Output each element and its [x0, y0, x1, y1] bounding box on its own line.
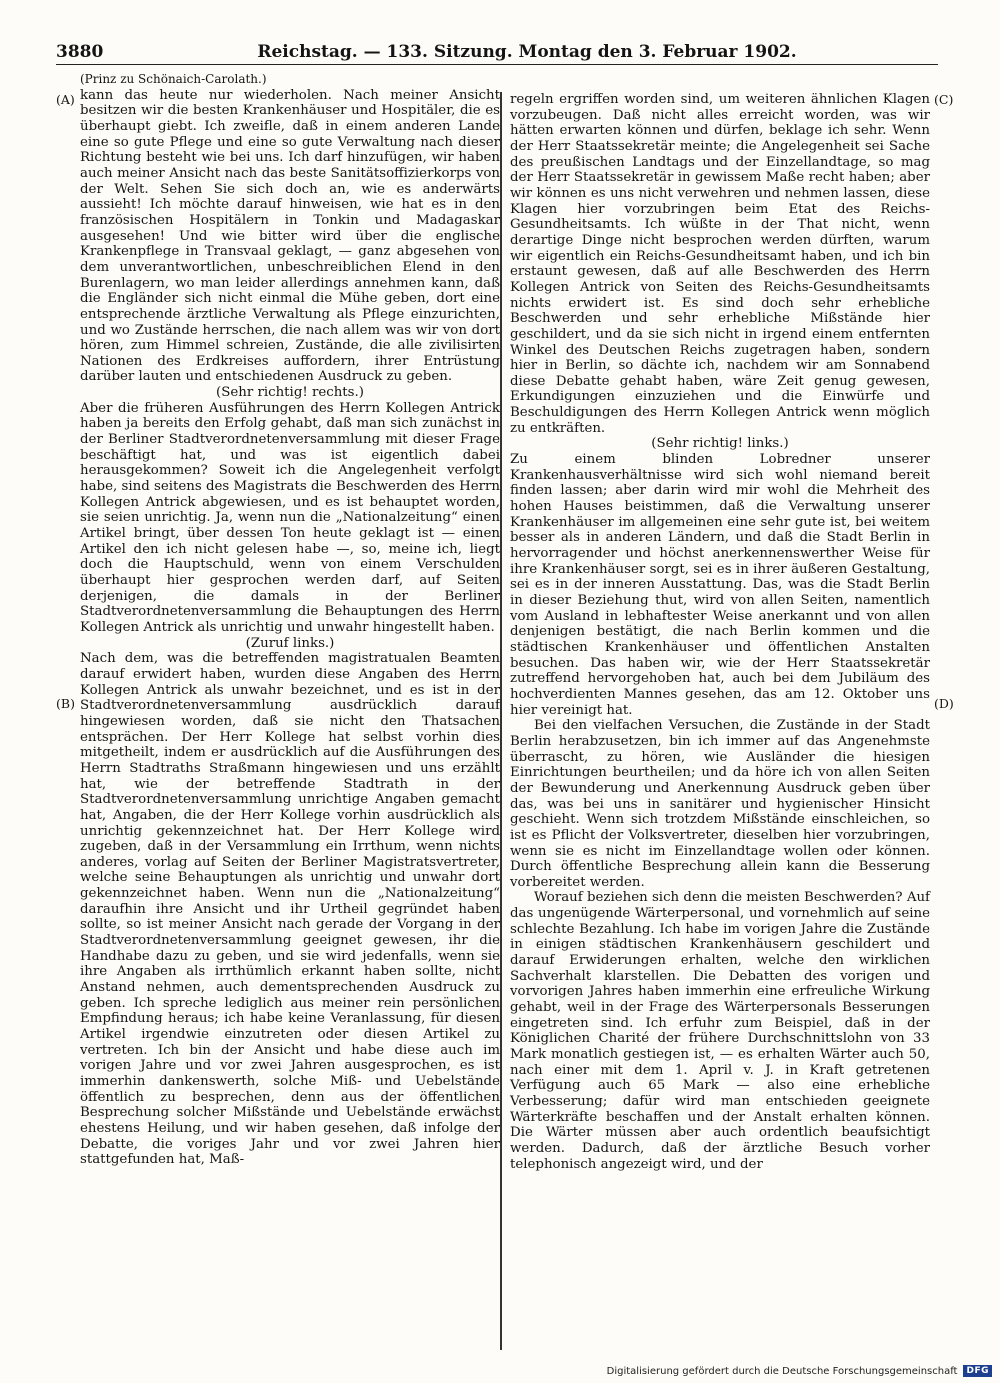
paragraph: Nach dem, was die betreffenden magistratualen Beamten darauf erwidert haben, wurden diese Angaben des Herrn Kollegen Antrick als unwahr bezeichnet, und es ist in der Stadtverordnetenversammlung ausdrücklich darauf hingewiesen worden, daß sie nicht den Thatsachen entsprächen. Der Herr Kollege hat selbst vorhin dies mitgetheilt, indem er ausdrücklich auf die Ausführungen des Herrn Stadtraths Straßmann hingewiesen und uns erzählt hat, wie der betreffende Stadtrath in der Stadtverordnetenversammlung unrichtige Angaben gemacht hat, Angaben, die der Herr Kollege vorhin ausdrücklich als unrichtig gekennzeichnet hat. Der Herr Kollege wird zugeben, daß in der Versammlung ein Irrthum, wenn nichts anderes, vorlag auf Seiten der Berliner Magistratsvertreter, welche seine Behauptungen als unrichtig und unwahr dort gekennzeichnet haben. Wenn nun die „Nationalzeitung“ daraufhin ihre Ansicht und ihr Urtheil gegründet haben sollte, so ist meiner Ansicht nach gerade der Vorgang in der Stadtverordnetenversammlung geeignet gewesen, ihr die Handhabe dazu zu geben, und sie wird jedenfalls, wenn sie ihre Angaben als irrthümlich erkannt haben sollte, nicht Anstand nehmen, auch dementsprechenden Ausdruck zu geben. Ich spreche lediglich aus meiner rein persönlichen Empfindung heraus; ich habe keine Veranlassung, für diesen Artikel irgendwie einzutreten oder diesen Artikel zu vertreten. Ich bin der Ansicht und habe diese auch im vorigen Jahre und vor zwei Jahren ausgesprochen, es ist immerhin dankenswerth, solche Miß- und Uebelstände öffentlich zu besprechen, denn aus der öffentlichen Besprechung solcher Mißstände und Uebelstände erwächst ehestens Heilung, und wir haben gesehen, daß infolge der Debatte, die voriges Jahr und vor zwei Jahren hier stattgefunden hat, Maß-: [80, 651, 500, 1168]
left-column: [80, 72, 500, 1168]
interjection: (Zuruf links.): [245, 635, 335, 651]
margin-marker-a: (A): [56, 92, 75, 107]
interjection: (Sehr richtig! links.): [651, 436, 789, 452]
dfg-logo: DFG: [963, 1365, 992, 1377]
margin-marker-d: (D): [934, 696, 954, 711]
paragraph: kann das heute nur wiederholen. Nach meiner Ansicht besitzen wir die besten Krankenhäuser und Hospitäler, die es überhaupt giebt. Ich zweifle, daß in einem anderen Lande eine so gute Pflege und eine so gute Verwaltung nach dieser Richtung besteht wie bei uns. Ich darf hinzufügen, wir haben auch meiner Ansicht nach das beste Sanitätsoffizierkorps von der Welt. Sehen Sie sich doch an, wie es anderwärts aussieht! Ich möchte darauf hinweisen, wie hat es in den französischen Hospitälern in Tonkin und Madagaskar ausgesehen! Und wie bitter wird über die englische Krankenpflege in Transvaal geklagt, — ganz abgesehen von dem unverantwortlichen, unbeschreiblichen Elend in den Burenlagern, wo man leider allerdings annehmen kann, daß die Engländer sich nicht einmal die Mühe geben, dort eine entsprechende ärztliche Verwaltung als Pflege einzurichten, und wo Zustände herrschen, die nach allem was wir von dort hören, zum Himmel schreien, Zustände, die alle zivilisirten Nationen des Erdkreises auffordern, ihrer Entrüstung darüber lauten und entschiedenen Ausdruck zu geben.: [80, 87, 500, 385]
right-column: [510, 92, 930, 1172]
column-divider: [500, 92, 502, 1350]
speaker-label: (Prinz zu Schönaich-Carolath.): [80, 72, 267, 86]
page-number: 3880: [56, 42, 104, 62]
interjection: (Sehr richtig! rechts.): [216, 385, 364, 401]
footer: [607, 1365, 992, 1377]
paragraph: Bei den vielfachen Versuchen, die Zustände in der Stadt Berlin herabzusetzen, bin ich immer auf das Angenehmste überrascht, zu hören, wie Ausländer die hiesigen Einrichtungen beurtheilen; und da höre ich von allen Seiten der Bewunderung und Anerkennung Ausdruck geben über das, was bei uns in sanitärer und hygienischer Hinsicht geschieht. Wenn sich trotzdem Mißstände einschleichen, so ist es Pflicht der Volksvertreter, dieselben hier vorzubringen, wenn sie es nicht im Einzellandtage wollen oder können. Durch öffentliche Besprechung allein kann die Besserung vorbereitet werden.: [510, 718, 930, 890]
margin-marker-c: (C): [934, 92, 954, 107]
page-header: [56, 40, 938, 65]
paragraph: Aber die früheren Ausführungen des Herrn Kollegen Antrick haben ja bereits den Erfolg gehabt, daß man sich zunächst in der Berliner Stadtverordnetenversammlung mit dieser Frage beschäftigt hat, und was ist eigentlich dabei herausgekommen? Soweit ich die Angelegenheit verfolgt habe, sind seitens des Magistrats die Beschwerden des Herrn Kollegen Antrick abgewiesen, und es ist behauptet worden, sie seien unrichtig. Ja, wenn nun die „Nationalzeitung“ einen Artikel bringt, über dessen Ton heute geklagt ist — einen Artikel den ich nicht gelesen habe —, so, meine ich, liegt doch die Hauptschuld, wenn von einem Verschulden überhaupt hier gesprochen werden darf, auf Seiten derjenigen, die damals in der Berliner Stadtverordnetenversammlung die Behauptungen des Herrn Kollegen Antrick als unrichtig und unwahr hingestellt haben.: [80, 400, 500, 635]
paragraph: Zu einem blinden Lobredner unserer Krankenhausverhältnisse wird sich wohl niemand bereit finden lassen; aber darin wird mir wohl die Mehrheit des hohen Hauses beistimmen, daß die Verwaltung unserer Krankenhäuser im allgemeinen eine sehr gute ist, bei weitem besser als in anderen Ländern, und daß die Stadt Berlin in hervorragender und höchst anerkennenswerther Weise für ihre Krankenhäuser sorgt, sei es in ihrer äußeren Gestaltung, sei es in der inneren Ausstattung. Das, was die Stadt Berlin in dieser Beziehung thut, wird von allen Seiten, namentlich vom Ausland in lebhaftester Weise anerkannt und von allen denjenigen bestätigt, die nach Berlin kommen und die städtischen Krankenhäuser und öffentlichen Anstalten besuchen. Das haben wir, wie der Herr Staatssekretär zutreffend hervorgehoben hat, auch bei dem Jubiläum des hochverdienten Mannes gesehen, das am 12. Oktober uns hier vereinigt hat.: [510, 452, 930, 718]
footer-credit: Digitalisierung gefördert durch die Deutsche Forschungsgemeinschaft: [606, 1365, 958, 1377]
margin-marker-b: (B): [56, 696, 75, 711]
page-title: Reichstag. — 133. Sitzung. Montag den 3. Februar 1902.: [257, 42, 797, 62]
paragraph: Worauf beziehen sich denn die meisten Beschwerden? Auf das ungenügende Wärterpersonal, und vornehmlich auf seine schlechte Bezahlung. Ich habe im vorigen Jahre die Zustände in einigen städtischen Krankenhäusern geschildert und darauf Erwiderungen erhalten, welche den wirklichen Sachverhalt klarstellen. Die Debatten des vorigen und vorvorigen Jahres haben immerhin eine erfreuliche Wirkung gehabt, weil in der Frage des Wärterpersonals Besserungen eingetreten sind. Ich erfuhr zum Beispiel, daß in der Königlichen Charité der frühere Durchschnittslohn von 33 Mark monatlich gestiegen ist, — es erhalten Wärter auch 50, nach einer mit dem 1. April v. J. in Kraft getretenen Verfügung auch 65 Mark — also eine erhebliche Verbesserung; dafür wird man entschieden geeignete Wärterkräfte beschaffen und der Anstalt erhalten können. Die Wärter müssen aber auch ordentlich beaufsichtigt werden. Dadurch, daß der ärztliche Besuch vorher telephonisch angezeigt wird, und der: [510, 890, 930, 1172]
paragraph: regeln ergriffen worden sind, um weiteren ähnlichen Klagen vorzubeugen. Daß nicht alles erreicht worden, was wir hätten erwarten können und dürfen, beklage ich sehr. Wenn der Herr Staatssekretär meinte; die Angelegenheit sei Sache des preußischen Landtags und der Einzellandtage, so mag der Herr Staatssekretär in gewissem Maße recht haben; aber wir können es uns nicht verwehren und nehmen lassen, diese Klagen hier vorzubringen beim Etat des Reichs-Gesundheitsamts. Ich wüßte in der That nicht, wenn derartige Dinge nicht besprochen werden dürften, warum wir eigentlich ein Reichs-Gesundheitsamt haben, und ich bin erstaunt gewesen, daß auf alle Beschwerden des Herrn Kollegen Antrick von Seiten des Reichs-Gesundheitsamts nichts erwidert ist. Es sind doch sehr erhebliche Beschwerden und sehr erhebliche Mißstände hier geschildert, und da sie sich nicht in irgend einem entfernten Winkel des Deutschen Reichs zugetragen haben, sondern hier in Berlin, so dächte ich, nachdem wir am Sonnabend diese Debatte gehabt haben, wäre Zeit genug gewesen, Erkundigungen einzuziehen und die Einwürfe und Beschuldigungen des Herrn Kollegen Antrick wenn möglich zu entkräften.: [510, 92, 930, 436]
